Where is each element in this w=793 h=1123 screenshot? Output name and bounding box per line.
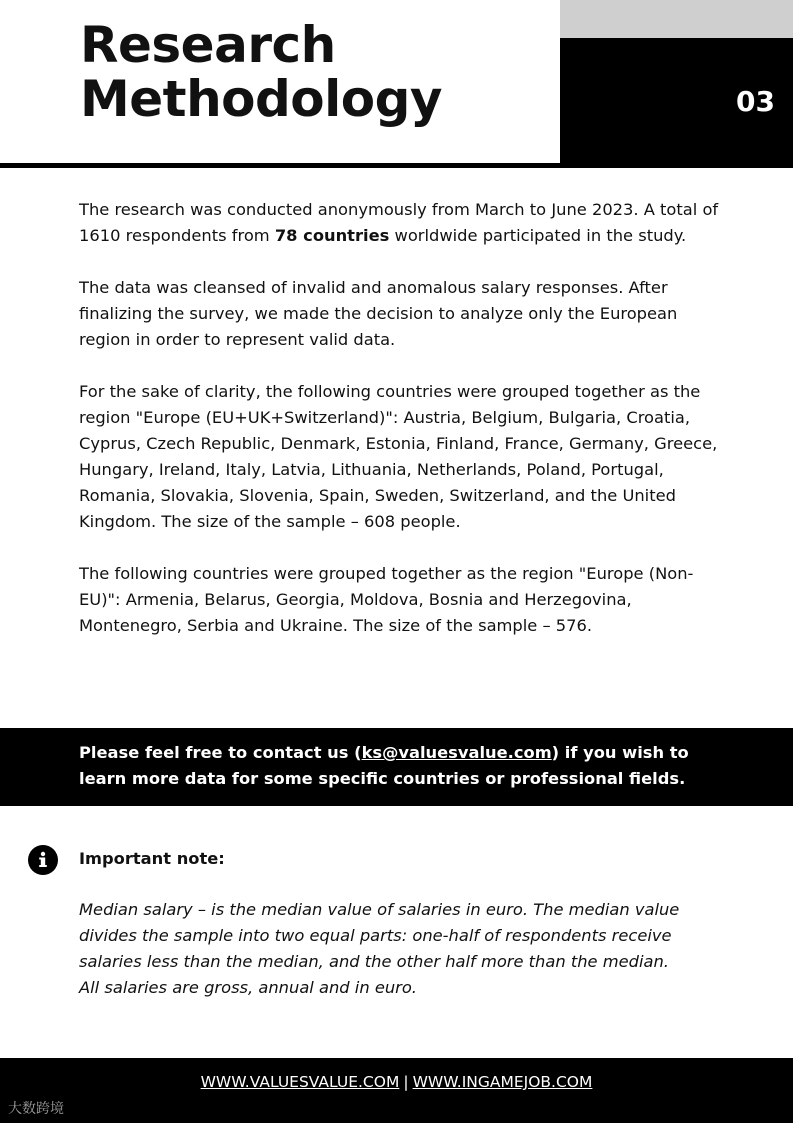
footer-link-ingamejob[interactable]: WWW.INGAMEJOB.COM (412, 1073, 593, 1091)
page-number: 03 (736, 85, 775, 118)
contact-text: Please feel free to contact us (ks@valuesvalue.com) if you wish to learn more data for some specific countries or professional fields. (79, 743, 689, 788)
contact-email-link[interactable]: ks@valuesvalue.com (361, 743, 552, 762)
header-divider (0, 163, 793, 168)
methodology-body (79, 197, 719, 665)
watermark-logo: 大数跨境 (8, 1101, 64, 1117)
note-salary-basis: All salaries are gross, annual and in euro. (79, 978, 417, 997)
contact-banner (0, 728, 793, 806)
title-line-1: Research (80, 16, 336, 74)
note-median-definition: Median salary – is the median value of salaries in euro. The median value divides the sample into two equal parts: one-half of respondents receive salaries less than the median, and the other half more than the median. (79, 900, 680, 971)
countries-count: 78 countries (274, 226, 390, 245)
footer (0, 1058, 793, 1123)
info-icon (28, 845, 58, 875)
note-body (79, 897, 719, 1001)
title-block (80, 18, 442, 126)
paragraph-cleansing: The data was cleansed of invalid and anomalous salary responses. After finalizing the survey, we made the decision to analyze only the European region in order to represent valid data. (79, 278, 678, 349)
header-black-block (560, 38, 793, 168)
paragraph-respondents: The research was conducted anonymously from March to June 2023. A total of 1610 respondents from 78 countries worldwide participated in the study. (79, 200, 719, 245)
footer-link-valuesvalue[interactable]: WWW.VALUESVALUE.COM (200, 1073, 400, 1091)
note-title: Important note: (79, 849, 225, 868)
footer-links (0, 1073, 793, 1091)
header-gray-block (560, 0, 793, 38)
title-line-2: Methodology (80, 70, 443, 128)
paragraph-non-eu-region: The following countries were grouped together as the region "Europe (Non-EU)": Armenia, Belarus, Georgia, Moldova, Bosnia and Herzegovina, Montenegro, Serbia and Ukraine. The size of the sample – 576. (79, 564, 694, 635)
footer-separator: | (403, 1073, 409, 1091)
paragraph-eu-region: For the sake of clarity, the following countries were grouped together as the region "Europe (EU+UK+Switzerland)": Austria, Belgium, Bulgaria, Croatia, Cyprus, Czech Republic, Denmark, Estonia, Finland, France, Germany, Greece, Hungary, Ireland, Italy, Latvia, Lithuania, Netherlands, Poland, Portugal, Romania, Slovakia, Slovenia, Spain, Sweden, Switzerland, and the United Kingdom. The size of the sample – 608 people. (79, 382, 718, 531)
